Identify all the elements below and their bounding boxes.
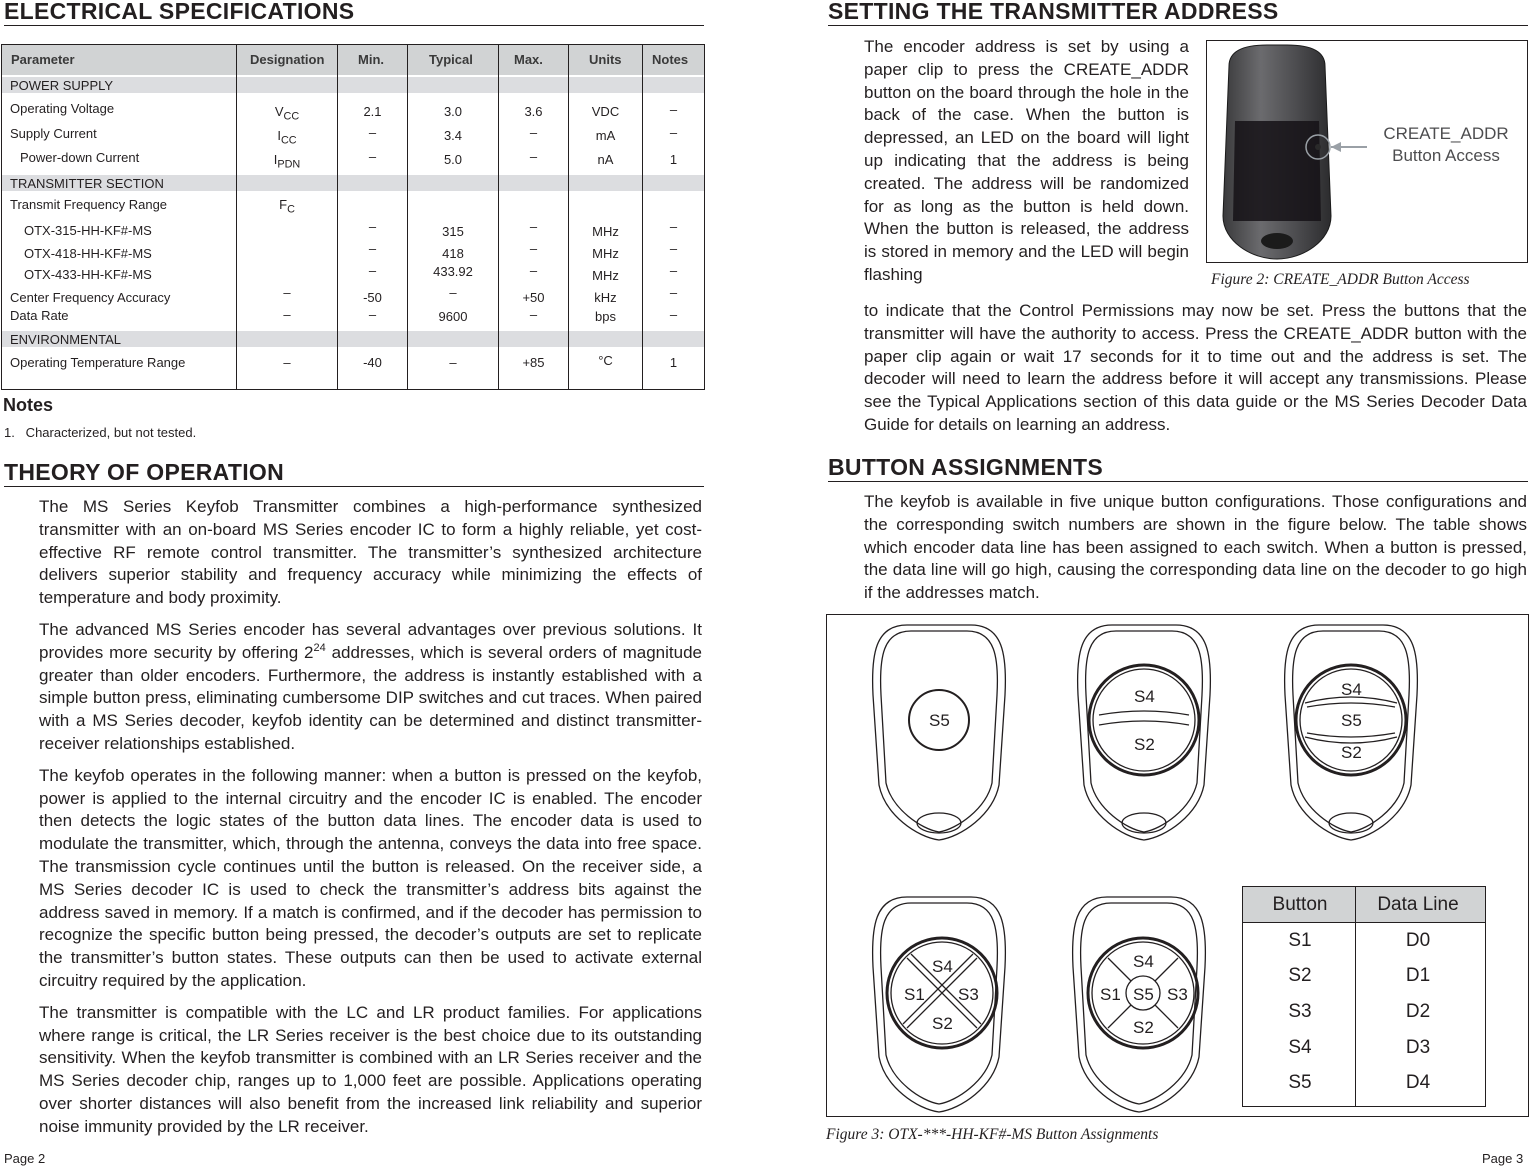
- typical-cell: 5.0: [443, 152, 463, 167]
- notes-cell: –: [669, 125, 678, 140]
- max-cell: –: [529, 263, 538, 278]
- param-cell: Power-down Current: [20, 150, 140, 165]
- notes-cell: 1: [669, 152, 678, 167]
- designation-cell: $I_{CC}$: [277, 128, 297, 147]
- min-cell: 2.1: [363, 104, 382, 119]
- col-header-notes: Notes: [652, 52, 689, 67]
- heading-rule: [4, 486, 704, 487]
- label-s4: S4: [1134, 687, 1155, 706]
- heading-rule: [828, 25, 1528, 26]
- param-cell: OTX-315-HH-KF#-MS: [24, 223, 152, 238]
- units-cell: MHz: [592, 268, 619, 283]
- notes-cell: 1: [669, 355, 678, 370]
- address-paragraph-wide: to indicate that the Control Permissions may now be set. Press the buttons that the transmitter will have the authority to access. Press the CREATE_ADDR button with the paper clip again or wait 17 seconds for it to time out and the address is set. The decoder will need to learn the address before it will accept any transmissions. Please see the Typical Applications section of this data guide or the MS Series Decoder Data Guide for details on learning an address.: [864, 301, 1527, 434]
- param-cell: Supply Current: [10, 126, 97, 141]
- designation-cell: –: [283, 355, 291, 370]
- notes-heading: Notes: [3, 395, 54, 415]
- typical-cell: 418: [442, 246, 464, 261]
- heading-rule: [828, 481, 1528, 482]
- min-cell: –: [368, 149, 377, 164]
- col-divider: [642, 45, 643, 389]
- label-s1: S1: [904, 985, 925, 1004]
- label-s2: S2: [1134, 735, 1155, 754]
- col-header-typical: Typical: [429, 52, 473, 67]
- keyfob-label-area: [1233, 121, 1321, 221]
- section-label: POWER SUPPLY: [10, 78, 114, 93]
- max-cell: –: [529, 307, 538, 322]
- units-cell: VDC: [591, 104, 620, 119]
- notes-cell: –: [669, 263, 678, 278]
- label-s3: S3: [958, 985, 979, 1004]
- theory-paragraph-3: The keyfob operates in the following manner: when a button is pressed on the keyfob, power is applied to the internal circuitry and the encoder IC is enabled. The encoder then detects the logic states of the button data lines. The encoder data is used to modulate the transmitter, which, through the antenna, conveys the data into free space. The transmission cycle continues until the button is released. On the receiver side, a MS Series decoder IC is used to check the transmitter’s address bits against the address saved in memory. If a match is confirmed, and if the decoder has permission to recognize the specific button being pressed, the decoder’s outputs are set to replicate the transmitter’s button states. These outputs can then be used to activate external circuitry required by the application.: [39, 765, 702, 990]
- header-divider: [1243, 922, 1485, 923]
- col-divider: [568, 45, 569, 389]
- min-cell: –: [368, 219, 377, 234]
- callout-arrowhead: [1331, 142, 1341, 152]
- units-cell: kHz: [594, 290, 617, 305]
- transmitter-address-heading: SETTING THE TRANSMITTER ADDRESS: [828, 0, 1279, 24]
- button-cell: S1: [1288, 930, 1312, 951]
- data-line-cell: D2: [1405, 1001, 1431, 1022]
- button-cell: S3: [1288, 1001, 1312, 1022]
- figure-2-caption: Figure 2: CREATE_ADDR Button Access: [1211, 271, 1470, 288]
- col-header-designation: Designation: [250, 52, 325, 67]
- electrical-spec-table: [1, 44, 705, 390]
- notes-cell: –: [669, 241, 678, 256]
- param-cell: Transmit Frequency Range: [10, 197, 168, 212]
- button-cell: S5: [1288, 1072, 1312, 1093]
- col-divider: [337, 45, 338, 389]
- electrical-specs-heading: ELECTRICAL SPECIFICATIONS: [4, 0, 355, 24]
- min-cell: –: [368, 241, 377, 256]
- label-s5: S5: [929, 711, 950, 730]
- col-header-max: Max.: [514, 52, 543, 67]
- param-cell: Center Frequency Accuracy: [10, 290, 171, 305]
- param-cell: Data Rate: [10, 308, 69, 323]
- keyfob-3-buttons: [1285, 625, 1418, 840]
- notes-cell: –: [669, 285, 678, 300]
- col-divider: [407, 45, 408, 389]
- label-s4: S4: [1341, 680, 1362, 699]
- create-addr-label-line2: Button Access: [1392, 146, 1500, 165]
- units-cell: bps: [595, 309, 616, 324]
- min-cell: -50: [363, 290, 382, 305]
- keyfob-4-buttons: [873, 897, 1006, 1112]
- label-s4: S4: [1133, 952, 1154, 971]
- units-cell: MHz: [592, 224, 619, 239]
- max-cell: +50: [522, 290, 545, 305]
- param-cell: OTX-418-HH-KF#-MS: [24, 246, 152, 261]
- heading-rule: [4, 25, 704, 26]
- address-paragraph-narrow: The encoder address is set by using a paper clip to press the CREATE_ADDR button on the board through the hole in the back of the case. When the button is depressed, an LED on the board will light up indicating that the address is being created. The address will be randomized for as long as the button is held down. When the button is released, the address is stored in memory and the LED will begin flashing: [864, 37, 1189, 284]
- param-cell: OTX-433-HH-KF#-MS: [24, 267, 152, 282]
- note-item: 1. Characterized, but not tested.: [4, 425, 197, 440]
- section-label: ENVIRONMENTAL: [10, 332, 121, 347]
- theory-heading: THEORY OF OPERATION: [4, 459, 285, 485]
- keyfob-5-buttons: [1073, 897, 1206, 1112]
- units-cell: mA: [595, 128, 616, 143]
- col-header-parameter: Parameter: [11, 52, 75, 67]
- label-s2: S2: [932, 1014, 953, 1033]
- label-s2: S2: [1133, 1018, 1154, 1037]
- min-cell: –: [368, 263, 377, 278]
- typical-cell: 433.92: [433, 264, 473, 279]
- data-line-cell: D3: [1405, 1037, 1431, 1058]
- designation-cell: –: [283, 285, 291, 300]
- data-line-cell: D4: [1405, 1072, 1431, 1093]
- create-addr-label: [1371, 123, 1521, 167]
- data-line-cell: D0: [1405, 930, 1431, 951]
- section-power-supply: [2, 77, 704, 93]
- notes-cell: –: [669, 219, 678, 234]
- theory-paragraph-4: The transmitter is compatible with the LC and LR product families. For applications where range is critical, the LR Series receiver is the best choice due to its outstanding sensitivity. When the keyfob transmitter is combined with an LR Series receiver and the MS Series decoder chip, ranges up to 1,000 feet are possible. Applications operating over shorter distances will also benefit from the increased link reliability and superior noise immunity provided by the LR receiver.: [39, 1002, 702, 1136]
- max-cell: –: [529, 241, 538, 256]
- min-cell: –: [368, 307, 377, 322]
- min-cell: -40: [363, 355, 382, 370]
- max-cell: –: [529, 149, 538, 164]
- label-s1: S1: [1100, 985, 1121, 1004]
- typical-cell: 3.4: [443, 128, 463, 143]
- create-addr-hole: [1315, 144, 1321, 150]
- page-number-right: Page 3: [1482, 1151, 1524, 1166]
- col-header-units: Units: [589, 52, 622, 67]
- col-divider: [1355, 887, 1356, 1106]
- units-cell: MHz: [592, 246, 619, 261]
- section-environmental: [2, 331, 704, 347]
- create-addr-label-line1: CREATE_ADDR: [1383, 124, 1509, 143]
- typical-cell: 9600: [438, 309, 468, 324]
- typical-cell: 3.0: [443, 104, 463, 119]
- section-transmitter: [2, 175, 704, 191]
- button-cell: S4: [1288, 1037, 1312, 1058]
- designation-cell: $F_C$: [279, 197, 295, 216]
- theory-paragraph-1: The MS Series Keyfob Transmitter combines a high-performance synthesized transmitter with an on-board MS Series encoder IC to form a highly reliable, yet cost-effective RF remote control transmitter. The transmitter’s synthesized architecture delivers superior stability and frequency accuracy while minimizing the effects of temperature and body proximity.: [39, 497, 702, 608]
- col-divider: [236, 45, 237, 389]
- col-header-min: Min.: [358, 52, 384, 67]
- units-cell: °C: [598, 353, 613, 368]
- label-s3: S3: [1167, 985, 1188, 1004]
- page-number-left: Page 2: [4, 1151, 46, 1166]
- param-cell: Operating Voltage: [10, 101, 115, 116]
- theory-paragraph-2: The advanced MS Series encoder has several advantages over previous solutions. It provides more security by offering $2^{24}$ addresses, which is several orders of magnitude greater than older encoders. Furthermore, the address is instantly established with a simple button press, eliminating cumbersome DIP switches and cut traces. When paired with a MS Series decoder, keyfob identity can be determined and distinct transmitter-receiver relationships established.: [39, 619, 702, 753]
- designation-cell: $V_{CC}$: [274, 104, 300, 123]
- button-assignments-heading: BUTTON ASSIGNMENTS: [828, 454, 1104, 480]
- min-cell: –: [368, 125, 377, 140]
- max-cell: –: [529, 219, 538, 234]
- label-s2: S2: [1341, 743, 1362, 762]
- button-cell: S2: [1288, 965, 1312, 986]
- button-assignments-paragraph: The keyfob is available in five unique button configurations. Those configurations and the corresponding switch numbers are shown in the figure below. The table shows which encoder data line has been assigned to each switch. When a button is pressed, the data line will go high, causing the corresponding data line on the decoder to go high if the addresses match.: [864, 492, 1527, 603]
- units-cell: nA: [597, 152, 614, 167]
- max-cell: 3.6: [524, 104, 543, 119]
- designation-cell: $I_{PDN}$: [273, 152, 301, 171]
- keyring-hole: [1261, 233, 1293, 249]
- button-data-line-table: [1242, 886, 1486, 1107]
- label-s5: S5: [1133, 985, 1154, 1004]
- col-header-button: Button: [1272, 894, 1328, 915]
- keyfob-1-button: [873, 625, 1006, 840]
- figure-3-caption: Figure 3: OTX-***-HH-KF#-MS Button Assignments: [826, 1126, 1159, 1143]
- param-cell: Operating Temperature Range: [10, 355, 186, 370]
- notes-cell: –: [669, 307, 678, 322]
- max-cell: –: [529, 125, 538, 140]
- designation-cell: –: [283, 307, 291, 322]
- data-line-cell: D1: [1405, 965, 1431, 986]
- typical-cell: –: [449, 355, 457, 370]
- create-addr-figure: [1206, 40, 1528, 263]
- col-header-data-line: Data Line: [1377, 894, 1459, 915]
- theory-body: [39, 496, 702, 1148]
- label-s5: S5: [1341, 711, 1362, 730]
- typical-cell: –: [449, 285, 457, 300]
- keyfob-2-buttons: [1078, 625, 1211, 840]
- max-cell: +85: [522, 355, 545, 370]
- section-label: TRANSMITTER SECTION: [10, 176, 164, 191]
- typical-cell: 315: [442, 224, 464, 239]
- label-s4: S4: [932, 957, 953, 976]
- notes-cell: –: [669, 102, 678, 117]
- col-divider: [498, 45, 499, 389]
